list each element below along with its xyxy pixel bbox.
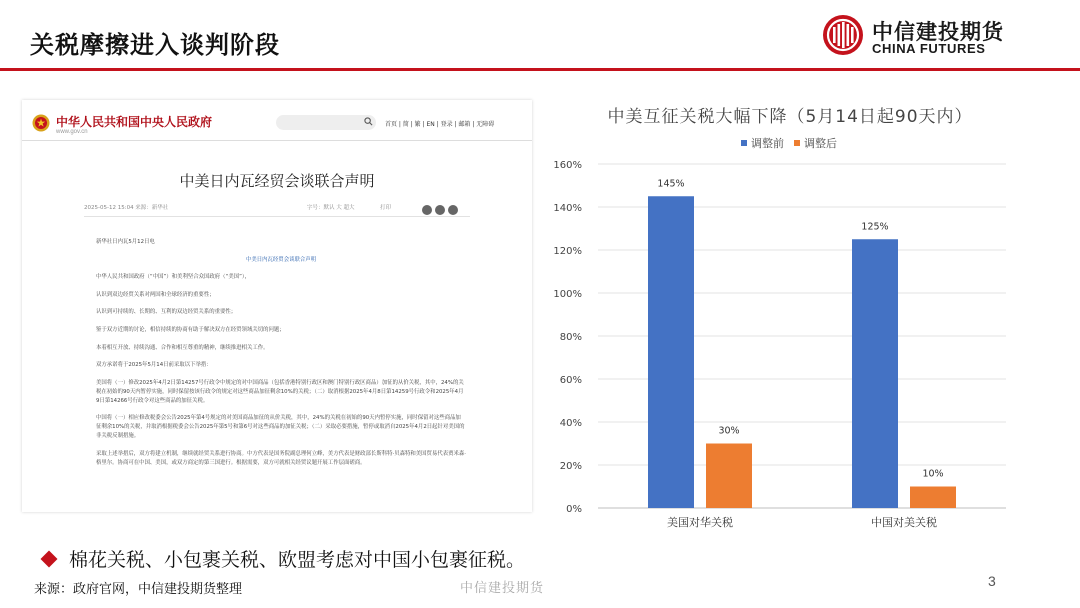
chart-legend	[741, 135, 847, 151]
bar	[910, 487, 956, 509]
logo-english-name: CHINA FUTURES	[872, 41, 986, 56]
x-tick-label: 中国对美关税	[871, 516, 937, 529]
citic-logo-icon	[822, 14, 864, 56]
doc-title: 中美日内瓦经贸会谈联合声明	[179, 172, 375, 190]
doc-meta-divider	[84, 216, 470, 217]
gov-document-screenshot	[22, 100, 532, 512]
doc-paragraph: 中美日内瓦经贸会谈联合声明	[245, 256, 317, 263]
page-number: 3	[988, 573, 996, 589]
gov-top-nav[interactable]: 首页 | 简 | 繁 | EN | 登录 | 邮箱 | 无障碍	[385, 121, 495, 128]
legend-swatch	[794, 140, 800, 146]
doc-paragraph: 中华人民共和国政府（“中国”）和美利坚合众国政府（“美国”），	[96, 274, 251, 281]
legend-item	[741, 135, 784, 151]
share-icon[interactable]	[422, 205, 432, 215]
search-icon[interactable]	[364, 117, 373, 126]
company-logo	[822, 14, 1052, 60]
bar	[648, 196, 694, 508]
y-tick-label: 80%	[559, 332, 582, 343]
gov-search-input[interactable]	[276, 115, 376, 130]
national-emblem-icon	[32, 114, 50, 132]
x-tick-label: 美国对华关税	[667, 516, 733, 529]
doc-paragraph: 美国将（一）修改2025年4月2日第14257号行政令中规定的对中国商品（包括香港特别行政区和澳门特别行政区商品）加征的从价关税，其中，24%的关税在初始的90天内暂停实施，同时保留按该行政令的规定对这些商品加征剩余10%的关税；（二）取消根据2025年4月8日第14259号行政令和2025年4月9日第14266号行政令对这些商品的加征关税。	[96, 379, 464, 404]
y-tick-label: 100%	[553, 289, 582, 300]
legend-label: 调整前	[751, 137, 784, 150]
y-tick-label: 0%	[566, 504, 582, 515]
tariff-bar-chart	[540, 150, 1020, 540]
legend-label: 调整后	[804, 137, 837, 150]
bar	[706, 444, 752, 509]
share-icon[interactable]	[448, 205, 458, 215]
key-point	[40, 545, 525, 572]
key-point-text: 棉花关税、小包裹关税、欧盟考虑对中国小包裹征税。	[69, 549, 526, 571]
data-label: 10%	[922, 468, 944, 480]
y-tick-label: 60%	[559, 375, 582, 386]
data-label: 145%	[657, 178, 685, 190]
doc-paragraph: 鉴于双方近期的讨论，相信持续的协商有助于解决双方在经贸领域关切的问题；	[96, 326, 285, 333]
doc-paragraph: 采取上述举措后，双方将建立机制，继续就经贸关系进行协商。中方代表是国务院副总理何立峰，美方代表是财政部长斯科特·贝森特和美国贸易代表贾米森·格里尔。协商可在中国、美国，或双方商定的第三国进行。根据需要，双方可就相关经贸议题开展工作层面磋商。	[96, 450, 466, 466]
source-note: 来源：政府官网，中信建投期货整理	[34, 582, 243, 597]
y-tick-label: 140%	[553, 203, 582, 214]
y-tick-label: 160%	[553, 160, 582, 171]
doc-body	[96, 238, 466, 477]
font-size-control[interactable]: 字号：默认 大 超大	[307, 205, 355, 211]
legend-item	[794, 135, 837, 151]
y-tick-label: 20%	[559, 461, 582, 472]
chart-title: 中美互征关税大幅下降（5月14日起90天内）	[607, 107, 973, 127]
logo-chinese-name: 中信建投期货	[872, 20, 1004, 44]
doc-paragraph: 中国将（一）相应修改税委会公告2025年第4号规定的对美国商品加征的从价关税，其中，24%的关税在初始的90天内暂停实施，同时保留对这些商品加征剩余10%的关税，并取消根据税委会公告2025年第5号和第6号对这些商品的加征关税；（二）采取必要措施，暂停或取消自2025年4月2日起针对美国的非关税反制措施。	[96, 415, 465, 440]
legend-swatch	[741, 140, 747, 146]
share-buttons[interactable]	[422, 200, 466, 212]
gov-site-name[interactable]: 中华人民共和国中央人民政府	[56, 115, 213, 129]
doc-paragraph: 本着相互开放、持续沟通、合作和相互尊重的精神，继续推进相关工作。	[96, 344, 269, 351]
slide-title: 关税摩擦进入谈判阶段	[30, 30, 280, 59]
doc-paragraph: 认识到双边经贸关系对两国和全球经济的重要性；	[96, 291, 215, 298]
doc-meta: 2025-05-12 15:04 来源：新华社	[84, 205, 169, 211]
y-tick-label: 120%	[553, 246, 582, 257]
doc-header-divider	[22, 140, 532, 141]
diamond-bullet-icon	[41, 551, 58, 568]
header-divider	[0, 68, 1080, 71]
data-label: 30%	[718, 425, 740, 437]
doc-paragraph: 双方承诺将于2025年5月14日前采取以下举措：	[96, 362, 212, 369]
doc-paragraph: 认识到可持续的、长期的、互利的双边经贸关系的重要性；	[96, 309, 237, 316]
gov-site-url: www.gov.cn	[56, 129, 88, 135]
share-icon[interactable]	[435, 205, 445, 215]
y-tick-label: 40%	[559, 418, 582, 429]
print-button[interactable]: 打印	[380, 205, 392, 211]
bar	[852, 239, 898, 508]
data-label: 125%	[861, 221, 889, 233]
doc-paragraph: 新华社日内瓦5月12日电	[96, 239, 155, 245]
footer-watermark: 中信建投期货	[460, 581, 545, 596]
